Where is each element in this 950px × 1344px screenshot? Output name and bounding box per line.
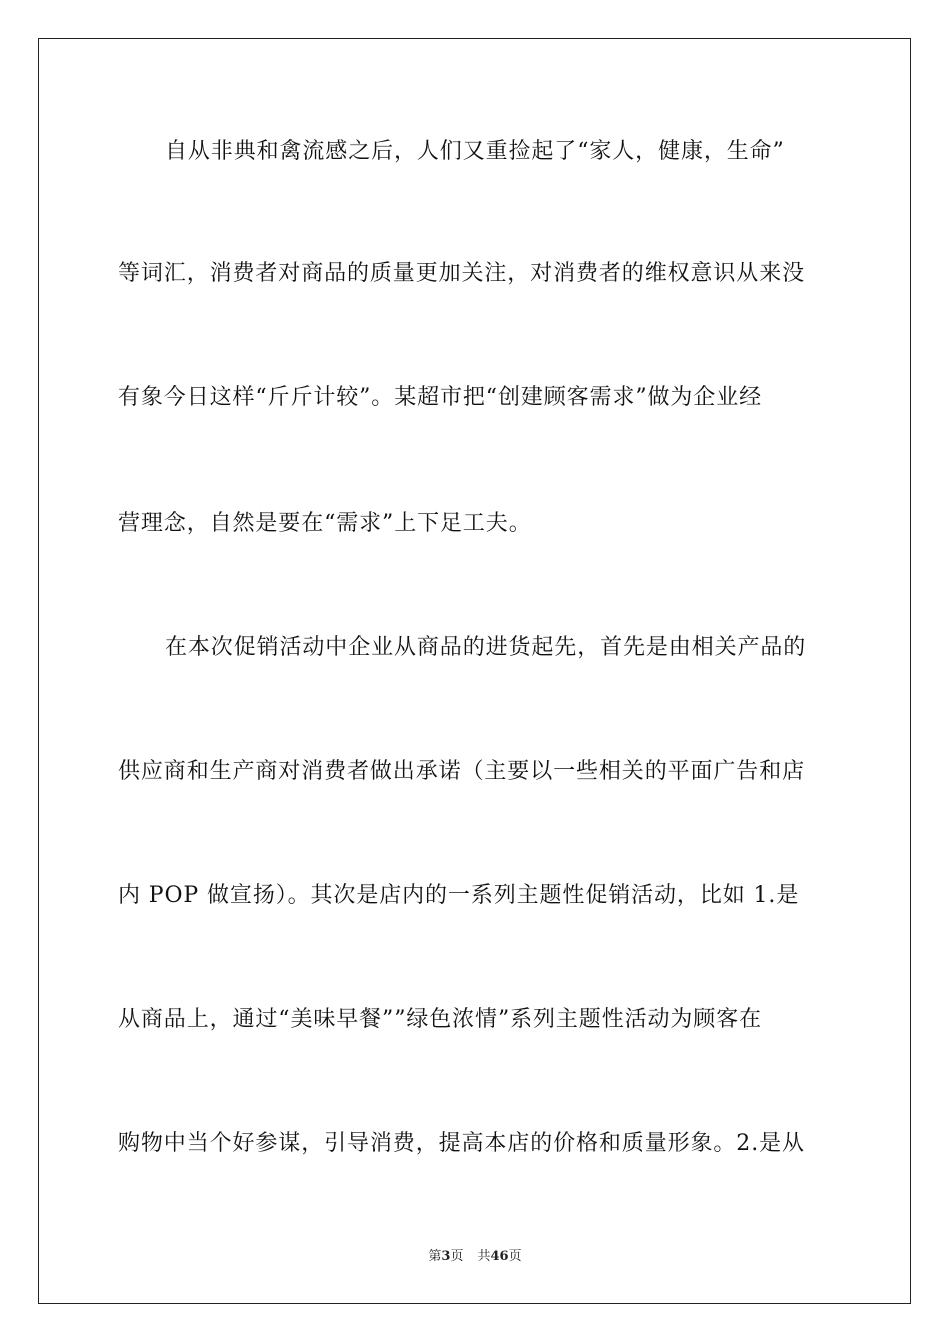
total-suffix: 页 <box>508 1249 522 1264</box>
paragraph-2-line-3: 内 POP 做宣扬）。其次是店内的一系列主题性促销活动，比如 1.是 <box>118 883 800 908</box>
total-pages: 46 <box>490 1249 509 1264</box>
page-footer <box>0 1248 950 1266</box>
paragraph-1-line-3: 有象今日这样“斤斤计较”。某超市把“创建顾客需求”做为企业经 <box>118 385 762 410</box>
paragraph-1-line-4: 营理念，自然是要在“需求”上下足工夫。 <box>118 511 532 536</box>
paragraph-1-line-2: 等词汇，消费者对商品的质量更加关注，对消费者的维权意识从来没 <box>118 261 806 286</box>
paragraph-2-line-5: 购物中当个好参谋，引导消费，提高本店的价格和质量形象。2.是从 <box>118 1131 805 1156</box>
page-border <box>38 38 911 1304</box>
page-prefix: 第 <box>428 1249 442 1264</box>
paragraph-2-line-4: 从商品上，通过“美味早餐””绿色浓情”系列主题性活动为顾客在 <box>118 1007 762 1032</box>
paragraph-2-line-1: 在本次促销活动中企业从商品的进货起先，首先是由相关产品的 <box>165 635 807 660</box>
paragraph-1-line-1: 自从非典和禽流感之后，人们又重捡起了“家人，健康，生命” <box>165 139 785 164</box>
page-number: 3 <box>441 1249 451 1264</box>
page-suffix: 页 <box>450 1249 464 1264</box>
total-prefix: 共 <box>477 1249 491 1264</box>
paragraph-2-line-2: 供应商和生产商对消费者做出承诺（主要以一些相关的平面广告和店 <box>118 759 806 784</box>
